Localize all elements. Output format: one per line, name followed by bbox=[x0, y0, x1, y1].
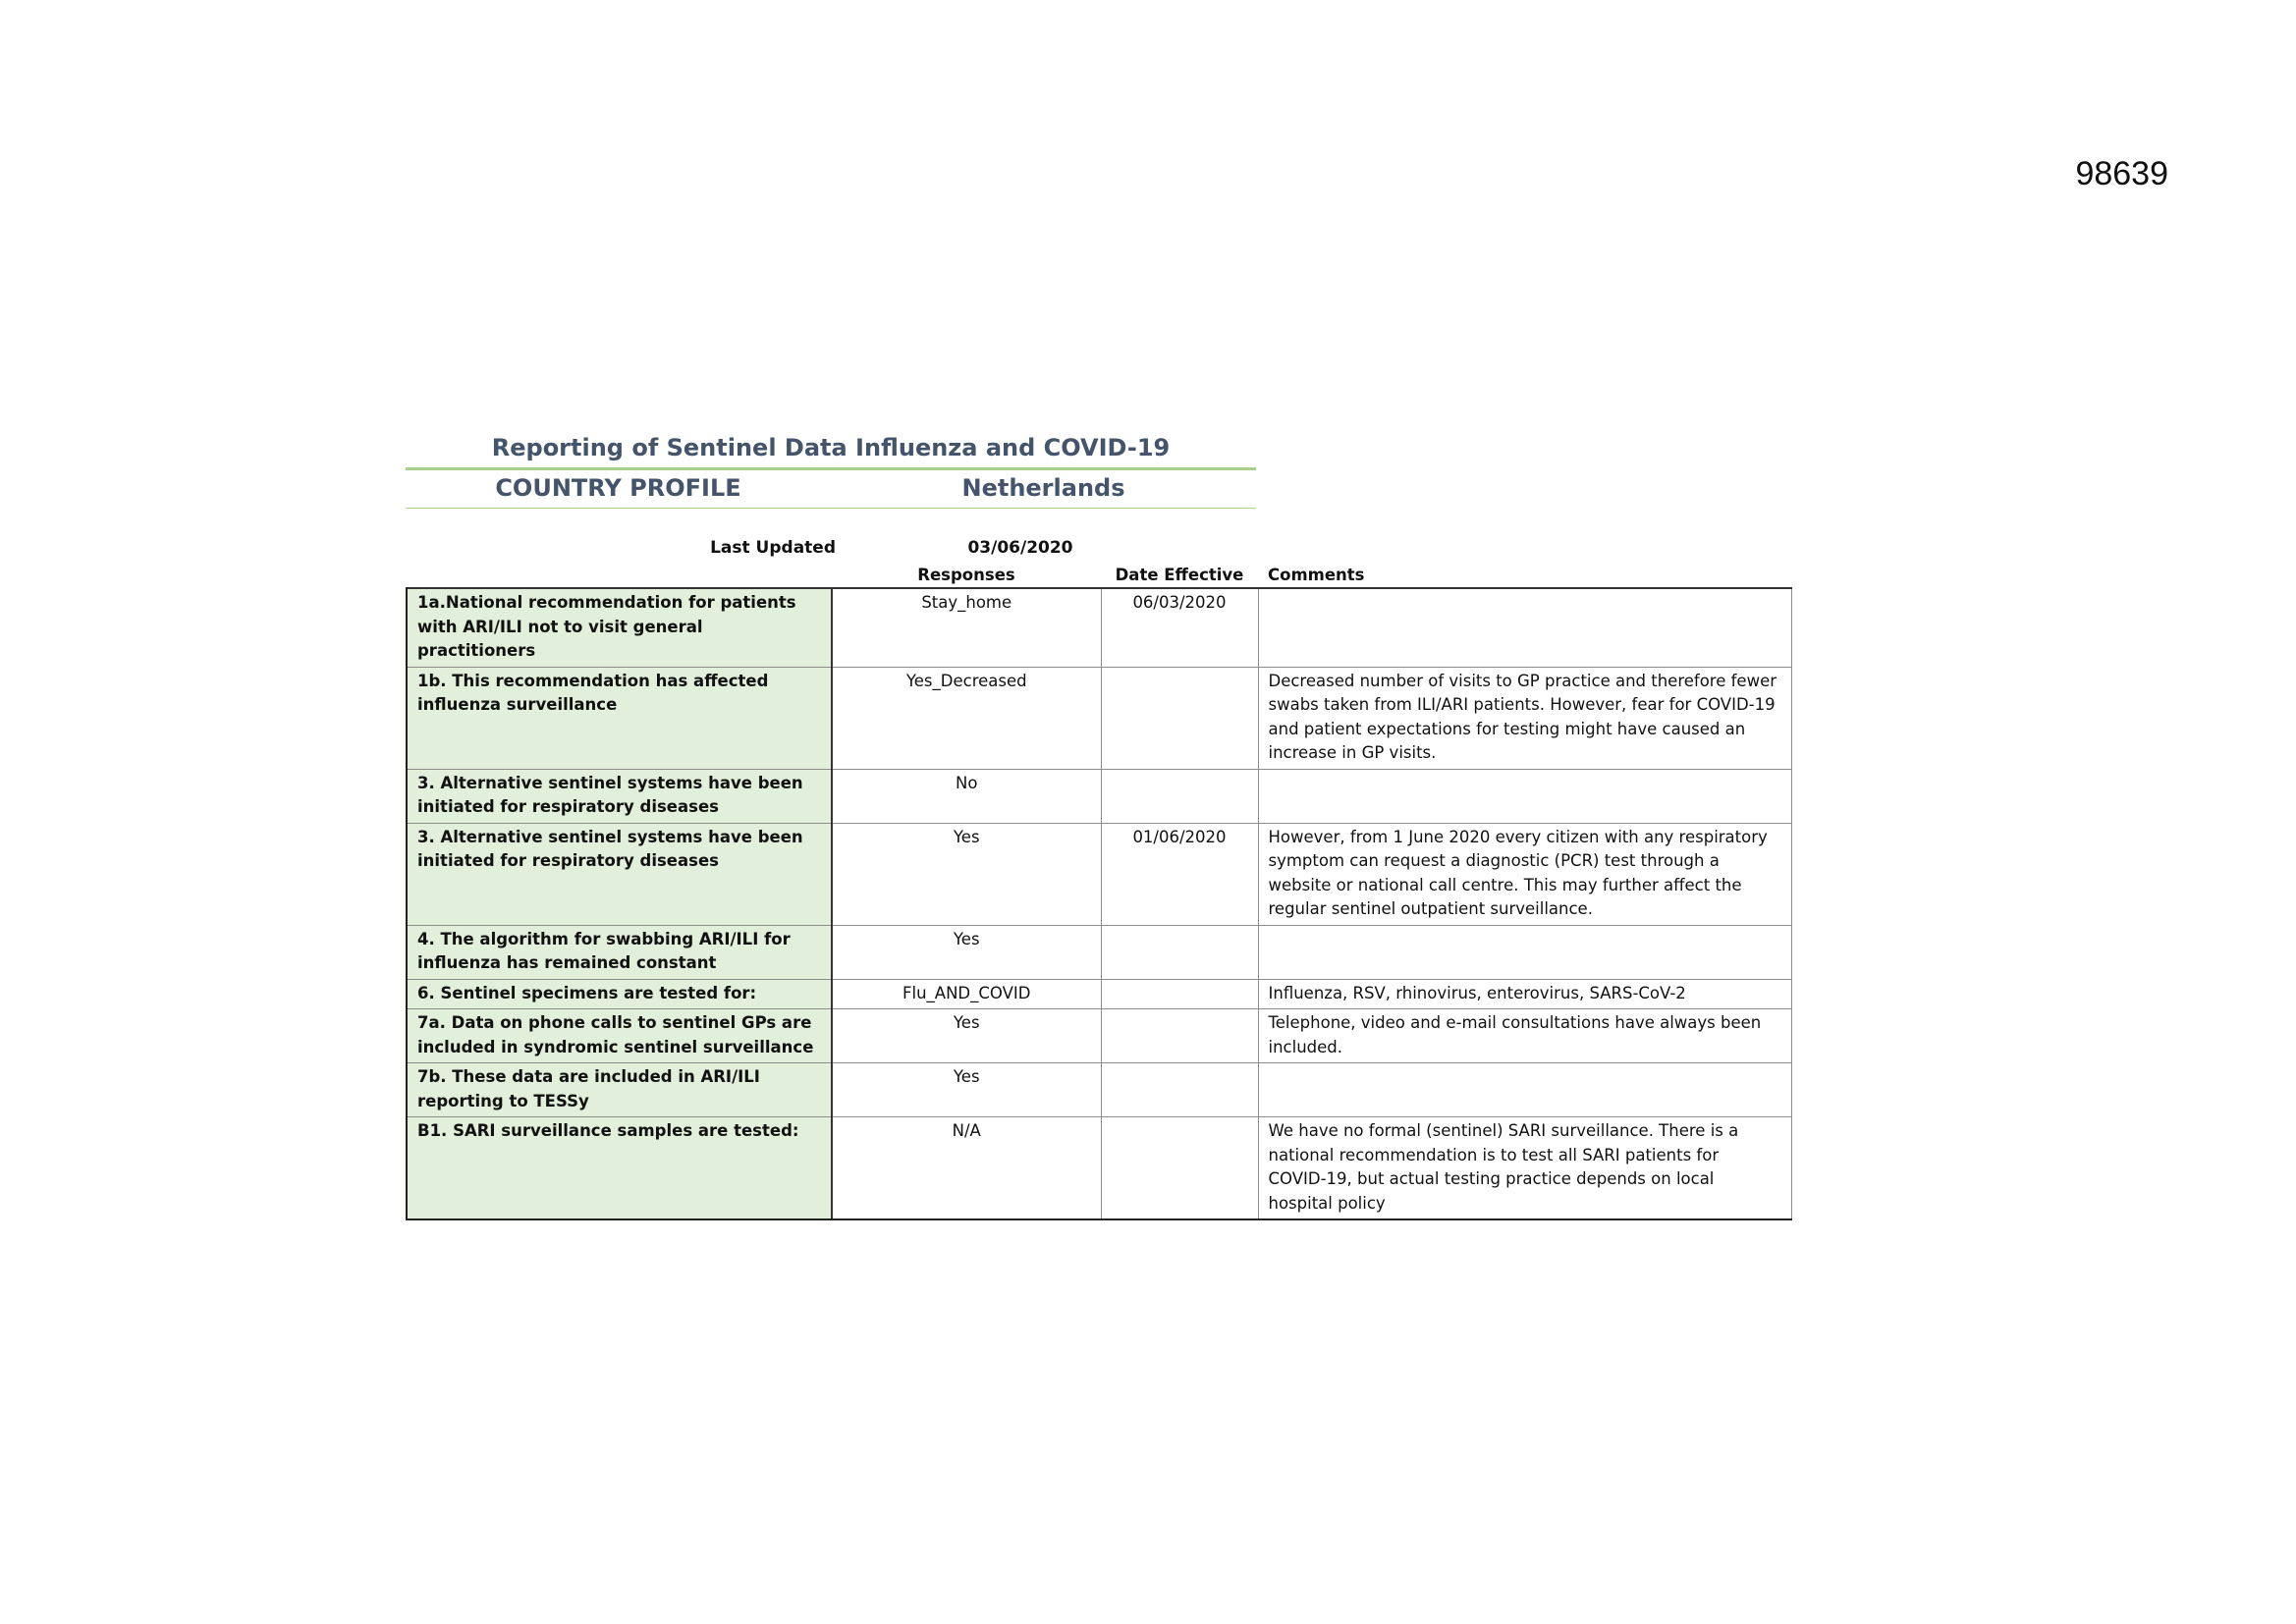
country-profile-report bbox=[406, 428, 1790, 1220]
response-cell: Yes bbox=[832, 823, 1101, 925]
date-effective-cell bbox=[1101, 979, 1258, 1009]
table-row bbox=[407, 1117, 1791, 1220]
question-cell: 7a. Data on phone calls to sentinel GPs are included in syndromic sentinel surveillance bbox=[407, 1009, 832, 1063]
country-profile-label: COUNTRY PROFILE bbox=[495, 474, 741, 502]
column-header-date-effective: Date Effective bbox=[1115, 565, 1244, 584]
date-effective-cell bbox=[1101, 769, 1258, 823]
table-row bbox=[407, 1063, 1791, 1117]
question-cell: 4. The algorithm for swabbing ARI/ILI for influenza has remained constant bbox=[407, 925, 832, 979]
page-number: 98639 bbox=[2075, 155, 2168, 192]
last-updated-label: Last Updated bbox=[710, 538, 836, 558]
date-effective-cell bbox=[1101, 667, 1258, 769]
response-cell: No bbox=[832, 769, 1101, 823]
question-cell: 3. Alternative sentinel systems have been initiated for respiratory diseases bbox=[407, 823, 832, 925]
column-header-question bbox=[407, 562, 832, 588]
comment-cell bbox=[1258, 925, 1791, 979]
comment-cell bbox=[1258, 1063, 1791, 1117]
last-updated-row bbox=[406, 534, 1790, 562]
date-effective-cell bbox=[1101, 925, 1258, 979]
response-cell: Flu_AND_COVID bbox=[832, 979, 1101, 1009]
country-name: Netherlands bbox=[961, 474, 1125, 502]
comment-cell bbox=[1258, 588, 1791, 667]
question-cell: B1. SARI surveillance samples are tested: bbox=[407, 1117, 832, 1220]
response-cell: Yes bbox=[832, 1063, 1101, 1117]
comment-cell: Telephone, video and e-mail consultations have always been included. bbox=[1258, 1009, 1791, 1063]
table-row bbox=[407, 588, 1791, 667]
table-header-row bbox=[407, 562, 1791, 588]
response-cell: Yes bbox=[832, 1009, 1101, 1063]
comment-cell: We have no formal (sentinel) SARI surveillance. There is a national recommendation is to test all SARI patients for COVID-19, but actual testing practice depends on local hospital policy bbox=[1258, 1117, 1791, 1220]
report-title: Reporting of Sentinel Data Influenza and COVID-19 bbox=[406, 428, 1256, 470]
table-row bbox=[407, 823, 1791, 925]
table-row bbox=[407, 769, 1791, 823]
question-cell: 6. Sentinel specimens are tested for: bbox=[407, 979, 832, 1009]
comment-cell: However, from 1 June 2020 every citizen with any respiratory symptom can request a diagnostic (PCR) test through a website or national call centre. This may further affect the regular sentinel outpatient surveillance. bbox=[1258, 823, 1791, 925]
profile-table bbox=[406, 562, 1792, 1220]
response-cell: Stay_home bbox=[832, 588, 1101, 667]
question-cell: 7b. These data are included in ARI/ILI reporting to TESSy bbox=[407, 1063, 832, 1117]
response-cell: Yes_Decreased bbox=[832, 667, 1101, 769]
date-effective-cell: 06/03/2020 bbox=[1101, 588, 1258, 667]
date-effective-cell: 01/06/2020 bbox=[1101, 823, 1258, 925]
date-effective-cell bbox=[1101, 1117, 1258, 1220]
question-cell: 3. Alternative sentinel systems have been initiated for respiratory diseases bbox=[407, 769, 832, 823]
response-cell: Yes bbox=[832, 925, 1101, 979]
response-cell: N/A bbox=[832, 1117, 1101, 1220]
question-cell: 1b. This recommendation has affected influenza surveillance bbox=[407, 667, 832, 769]
column-header-comments: Comments bbox=[1268, 565, 1365, 584]
date-effective-cell bbox=[1101, 1063, 1258, 1117]
table-row bbox=[407, 667, 1791, 769]
last-updated-value: 03/06/2020 bbox=[967, 538, 1073, 558]
column-header-responses: Responses bbox=[917, 565, 1015, 584]
question-cell: 1a.National recommendation for patients with ARI/ILI not to visit general practitioners bbox=[407, 588, 832, 667]
country-profile-line bbox=[406, 470, 1256, 509]
comment-cell: Decreased number of visits to GP practice and therefore fewer swabs taken from ILI/ARI patients. However, fear for COVID-19 and patient expectations for testing might have caused an increase in GP visits. bbox=[1258, 667, 1791, 769]
comment-cell: Influenza, RSV, rhinovirus, enterovirus, SARS-CoV-2 bbox=[1258, 979, 1791, 1009]
comment-cell bbox=[1258, 769, 1791, 823]
date-effective-cell bbox=[1101, 1009, 1258, 1063]
table-row bbox=[407, 979, 1791, 1009]
table-row bbox=[407, 925, 1791, 979]
table-row bbox=[407, 1009, 1791, 1063]
